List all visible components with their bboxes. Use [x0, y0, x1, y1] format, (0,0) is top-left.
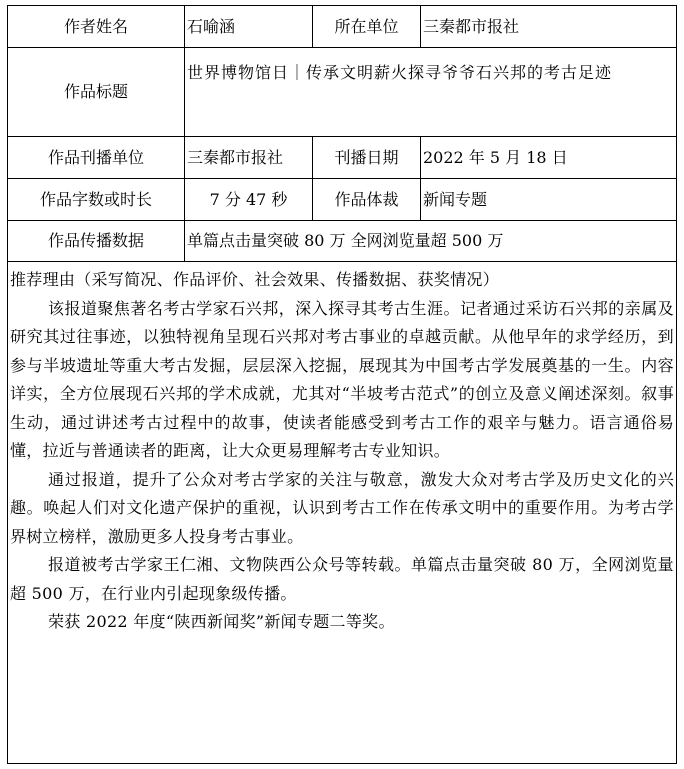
stats-value: 单篇点击量突破 80 万 全网浏览量超 500 万	[187, 231, 504, 250]
author-value: 石喻涵	[187, 16, 236, 36]
publish-unit-label: 作品刊播单位	[47, 147, 144, 167]
publish-date-value: 2022 年 5 月 18 日	[423, 147, 568, 167]
author-label: 作者姓名	[63, 16, 128, 36]
publish-date-label: 刊播日期	[334, 147, 399, 167]
recommendation-heading: 推荐理由（采写简况、作品评价、社会效果、传播数据、获奖情况）	[10, 270, 500, 289]
genre-value: 新闻专题	[423, 189, 488, 209]
recommendation-paragraph: 通过报道，提升了公众对考古学家的关注与敬意，激发大众对考古学及历史文化的兴趣。唤起人们对文化遗产保护的重视，认识到考古工作在传承文明中的重要作用。为考古学界树立榜样，激励更多人投身考古事业。	[10, 469, 674, 546]
publish-unit-value: 三秦都市报社	[187, 147, 284, 167]
length-value: 7 分 47 秒	[209, 189, 288, 209]
unit-label: 所在单位	[334, 16, 399, 36]
length-label: 作品字数或时长	[39, 189, 152, 209]
recommendation-section	[8, 266, 676, 637]
unit-value: 三秦都市报社	[423, 16, 520, 36]
recommendation-paragraph: 报道被考古学家王仁湘、文物陕西公众号等转载。单篇点击量突破 80 万，全网浏览量超 500 万，在行业内引起现象级传播。	[10, 555, 674, 603]
genre-label: 作品体裁	[334, 189, 399, 209]
recommendation-paragraph: 荣获 2022 年度“陕西新闻奖”新闻专题二等奖。	[48, 612, 395, 631]
recommendation-form	[7, 5, 677, 764]
row-divider	[8, 261, 676, 262]
stats-label: 作品传播数据	[47, 231, 144, 250]
title-label: 作品标题	[63, 82, 128, 101]
title-value: 世界博物馆日｜传承文明薪火探寻爷爷石兴邦的考古足迹	[187, 63, 613, 82]
recommendation-paragraph: 该报道聚焦著名考古学家石兴邦，深入探寻其考古生涯。记者通过采访石兴邦的亲属及研究其过往事迹，以独特视角呈现石兴邦对考古事业的卓越贡献。从他早年的求学经历，到参与半坡遗址等重大考古发掘，层层深入挖掘，展现其为中国考古学发展奠基的一生。内容详实，全方位展现石兴邦的学术成就，尤其对“半坡考古范式”的创立及意义阐述深刻。叙事生动，通过讲述考古过程中的故事，使读者能感受到考古工作的艰辛与魅力。语言通俗易懂，拉近与普通读者的距离，让大众更易理解考古专业知识。	[10, 298, 674, 460]
